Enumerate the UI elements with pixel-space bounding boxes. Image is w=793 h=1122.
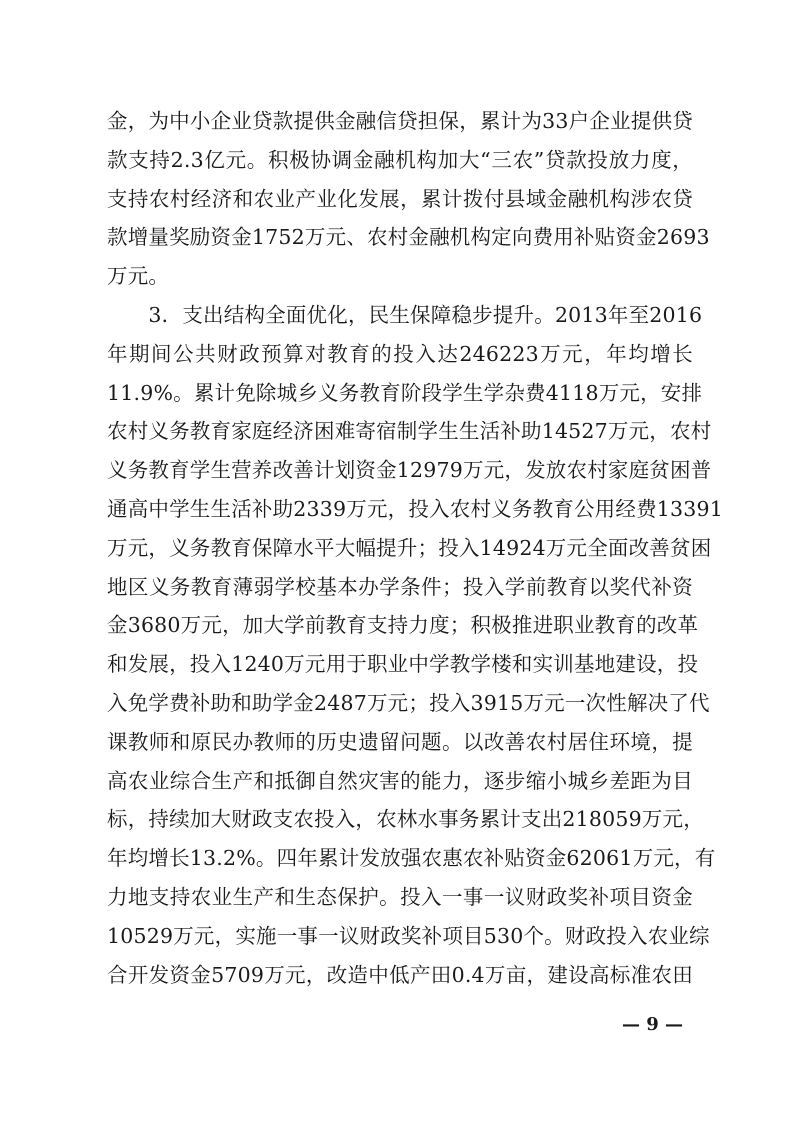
text-line: 年均增长13.2%。四年累计发放强农惠农补贴资金62061万元，有 [107,846,716,871]
text-line: 标，持续加大财政支农投入，农林水事务累计支出218059万元， [107,807,704,832]
text-line: 合开发资金5709万元，改造中低产田0.4万亩，建设高标准农田 [107,962,693,987]
text-line: 入免学费补助和助学金2487万元；投入3915万元一次性解决了代 [107,690,710,715]
text-line: 和发展，投入1240万元用于职业中学教学楼和实训基地建设，投 [107,652,699,677]
text-line: 义务教育学生营养改善计划资金12979万元，发放农村家庭贫困普 [107,458,712,483]
text-line: 款增量奖励资金1752万元、农村金融机构定向费用补贴资金2693 [107,225,710,250]
text-line: 年期间公共财政预算对教育的投入达246223万元，年均增长 [107,341,693,366]
text-line: 万元，义务教育保障水平大幅提升；投入14924万元全面改善贫困 [107,535,712,560]
text-line: 高农业综合生产和抵御自然灾害的能力，逐步缩小城乡差距为目 [107,768,693,793]
text-line: 3．支出结构全面优化，民生保障稳步提升。2013年至2016 [107,302,703,327]
page-number: — 9 — [621,1014,683,1035]
text-line: 地区义务教育薄弱学校基本办学条件；投入学前教育以奖代补资 [107,574,693,599]
text-line: 课教师和原民办教师的历史遗留问题。以改善农村居住环境，提 [107,729,693,754]
text-line: 11.9%。累计免除城乡义务教育阶段学生学杂费4118万元，安排 [107,380,703,405]
body-text [107,102,723,994]
text-line: 支持农村经济和农业产业化发展，累计拨付县域金融机构涉农贷 [107,186,693,211]
text-line: 农村义务教育家庭经济困难寄宿制学生生活补助14527万元，农村 [107,419,712,444]
text-line: 金，为中小企业贷款提供金融信贷担保，累计为33户企业提供贷 [107,109,693,133]
text-line: 款支持2.3亿元。积极协调金融机构加大“三农”贷款投放力度， [107,147,693,172]
text-line: 金3680万元，加大学前教育支持力度；积极推进职业教育的改革 [107,613,699,638]
text-line: 力地支持农业生产和生态保护。投入一事一议财政奖补项目资金 [107,884,693,909]
text-line: 通高中学生生活补助2339万元，投入农村义务教育公用经费13391 [107,496,723,521]
text-line: 10529万元，实施一事一议财政奖补项目530个。财政投入农业综 [107,923,710,948]
text-line: 万元。 [107,264,170,289]
